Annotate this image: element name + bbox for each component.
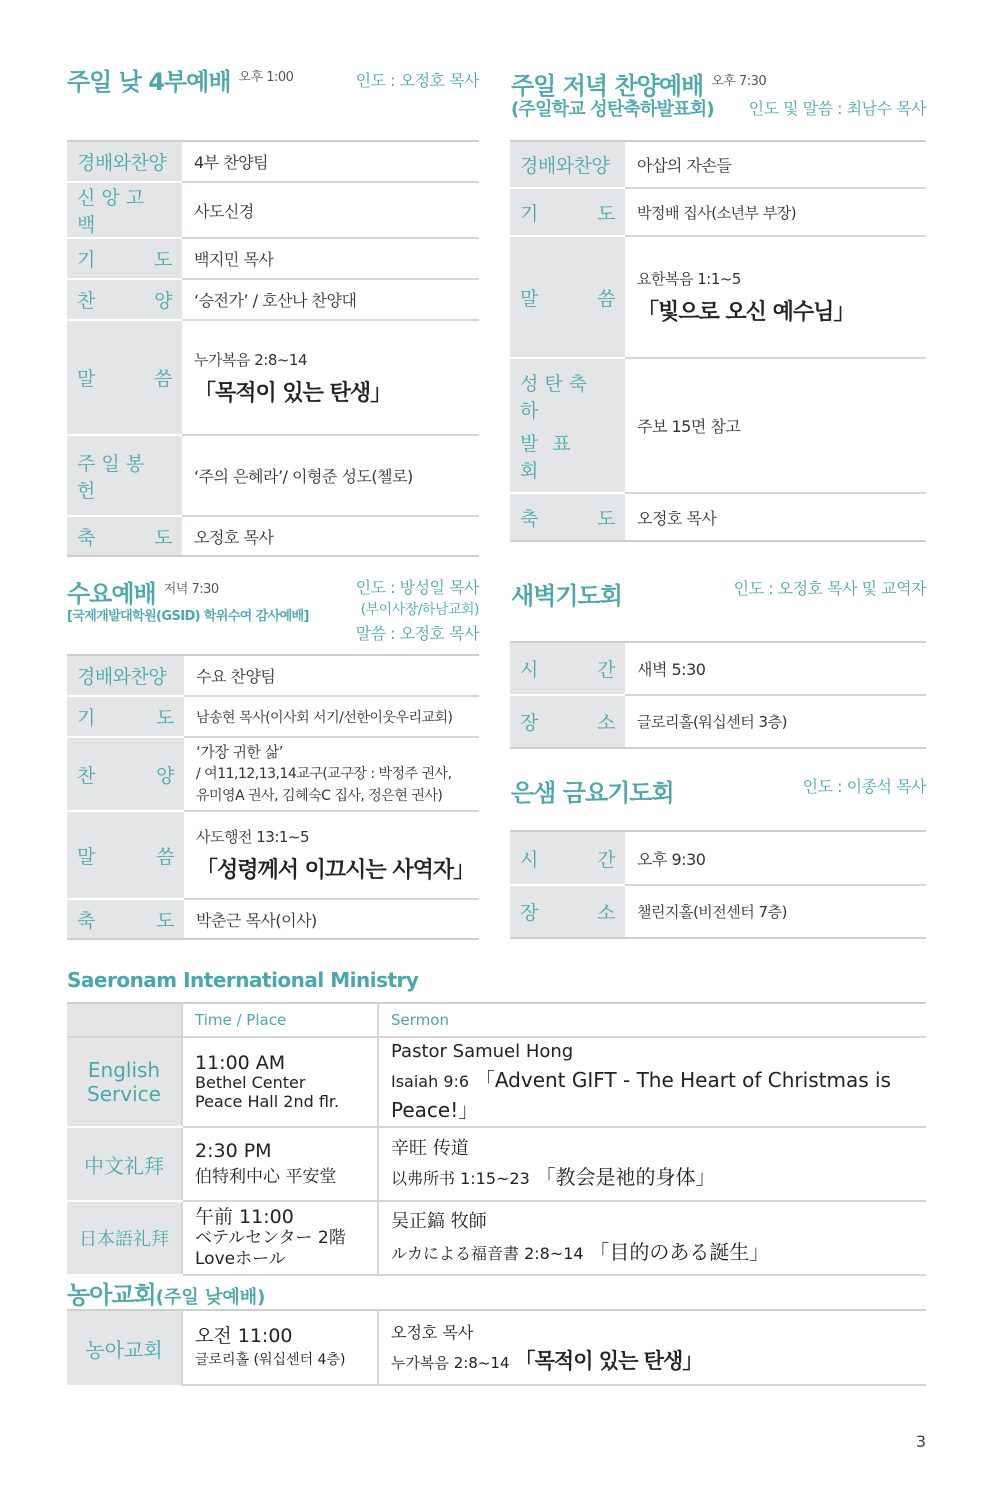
- intl-title: Saeronam International Ministry: [67, 968, 419, 992]
- row-label: 경배와찬양: [67, 141, 182, 182]
- row-value: 오정호 목사: [637, 508, 717, 528]
- sermon-info: 吴正鎬 牧師 ルカによる福音書 2:8~14 「目的のある誕生」: [378, 1201, 926, 1275]
- row-value: 박춘근 목사(이사): [196, 910, 317, 930]
- row-value: 새벽 5:30: [625, 642, 926, 695]
- row-label-text: 기 도: [520, 202, 615, 225]
- order-table-dawn: [510, 641, 926, 749]
- row-label: [510, 695, 625, 748]
- section-title-dawn: 새벽기도회: [511, 582, 622, 610]
- row-value: 백지민 목사: [182, 238, 479, 279]
- row-label-text: 시 간: [520, 848, 615, 871]
- row-value: 4부 찬양팀: [182, 141, 479, 182]
- time-place: 午前 11:00 ベテルセンター 2階 Loveホール: [182, 1201, 378, 1275]
- header-blank: [67, 1003, 182, 1037]
- sermon-cell: [625, 236, 926, 358]
- header-sermon: Sermon: [378, 1003, 926, 1037]
- section-subtitle: (주일학교 성탄축하발표회): [511, 99, 714, 120]
- row-label-text: 축 도: [520, 507, 615, 530]
- row-label: 주일봉헌: [67, 435, 182, 516]
- row-value: ‘가장 귀한 삶’ / 여11,12,13,14교구(교구장 : 박정주 권사, 유미영A 권사, 김혜숙C 집사, 정은현 권사): [184, 737, 479, 811]
- sermon-title: 「성령께서 이끄시는 사역자」: [196, 858, 475, 883]
- row-label: [67, 238, 182, 279]
- section-title-friday: 은샘 금요기도회: [511, 779, 674, 807]
- intl-header-row: [67, 1003, 926, 1037]
- intl-table: [67, 1002, 926, 1276]
- row-label: [510, 642, 625, 695]
- service-label: English Service: [67, 1037, 182, 1127]
- scripture-ref: 누가복음 2:8~14: [194, 350, 308, 369]
- section-leader: 인도 : 이종석 목사: [802, 777, 926, 796]
- section-leader: 인도 : 오정호 목사: [355, 71, 479, 90]
- service-label: 日本語礼拜: [67, 1201, 182, 1275]
- row-label: 성탄축하 발표회: [510, 358, 625, 493]
- row-label: [510, 831, 625, 885]
- section-leader: 인도 및 말씀 : 최남수 목사: [748, 99, 926, 118]
- row-value: 사도신경: [182, 182, 479, 238]
- row-label-text: 축 도: [77, 526, 172, 549]
- time-place: 2:30 PM 伯特利中心 平安堂: [182, 1127, 378, 1201]
- row-label: [510, 236, 625, 358]
- order-table-wednesday: [67, 654, 479, 940]
- row-value: 오정호 목사: [194, 527, 274, 547]
- section-wednesday: [67, 574, 219, 609]
- row-value: 수요 찬양팀: [184, 655, 479, 696]
- section-time: 저녁 7:30: [163, 582, 219, 597]
- row-label-text: 기 도: [77, 249, 172, 271]
- order-table-friday: [510, 830, 926, 939]
- service-label: 농아교회: [67, 1310, 182, 1385]
- row-label: [510, 885, 625, 938]
- row-label: [67, 811, 184, 899]
- row-label-text: 말 씀: [77, 845, 174, 868]
- scripture-ref: 사도행전 13:1~5: [196, 828, 310, 846]
- sermon-info: 오정호 목사 누가복음 2:8~14 「목적이 있는 탄생」: [378, 1310, 926, 1385]
- deaf-row: [67, 1310, 926, 1385]
- order-table-sunday-4th: [67, 140, 479, 557]
- row-label: [67, 320, 182, 435]
- row-label-text: 기 도: [77, 707, 174, 729]
- row-value: ‘주의 은혜라’/ 이형준 성도(첼로): [182, 435, 479, 516]
- page-number: 3: [915, 1432, 926, 1451]
- section-leader: 인도 : 방성일 목사 (부이사장/하남교회) 말씀 : 오정호 목사: [355, 578, 479, 643]
- intl-row-chinese: [67, 1127, 926, 1201]
- row-label: [510, 493, 625, 541]
- section-leader: 인도 : 오정호 목사 및 교역자: [733, 579, 926, 598]
- scripture-ref: 요한복음 1:1~5: [637, 270, 741, 288]
- section-title: 수요예배: [67, 580, 156, 608]
- row-label-text: 찬 양: [77, 290, 172, 312]
- row-value: 박정배 집사(소년부 부장): [625, 188, 926, 236]
- row-value: 글로리홀(워십센터 3층): [637, 713, 787, 731]
- row-value: 아삽의 자손들: [625, 141, 926, 188]
- deaf-table: [67, 1309, 926, 1386]
- row-label: 신앙고백: [67, 182, 182, 238]
- sermon-title: 「빛으로 오신 예수님」: [637, 300, 855, 325]
- service-label: 中文礼拜: [67, 1127, 182, 1201]
- section-title: 주일 낮 4부예배: [67, 68, 231, 96]
- row-value: ‘승전가’ / 호산나 찬양대: [182, 279, 479, 320]
- intl-row-english: [67, 1037, 926, 1127]
- row-value: 남송현 목사(이사회 서기/선한이웃우리교회): [184, 696, 479, 737]
- row-label: [67, 899, 184, 939]
- section-time: 오후 7:30: [711, 74, 767, 89]
- row-label-text: 시 간: [520, 659, 615, 681]
- row-label: [510, 188, 625, 236]
- section-time: 오후 1:00: [238, 70, 294, 85]
- time-place: 11:00 AM Bethel Center Peace Hall 2nd flr.: [182, 1037, 378, 1127]
- deaf-title: 농아교회(주일 낮예배): [67, 1281, 266, 1309]
- row-label: [67, 279, 182, 320]
- row-label: [67, 737, 184, 811]
- row-label: [67, 696, 184, 737]
- row-label-text: 장 소: [520, 712, 615, 734]
- sermon-title: 「목적이 있는 탄생」: [194, 380, 392, 406]
- time-place: 오전 11:00 글로리홀 (워십센터 4층): [182, 1310, 378, 1385]
- sermon-cell: [184, 811, 479, 899]
- row-label: 경배와찬양: [510, 141, 625, 188]
- row-label-text: 찬 양: [77, 764, 174, 787]
- header-time-place: Time / Place: [182, 1003, 378, 1037]
- row-label-text: 말 씀: [77, 368, 172, 390]
- row-label: 경배와찬양: [67, 655, 184, 696]
- row-value: 챌린지홀(비전센터 7층): [637, 903, 787, 921]
- section-subtitle: [국제개발대학원(GSID) 학위수여 감사예배]: [67, 609, 309, 624]
- order-table-sunday-evening: [510, 140, 926, 542]
- row-label-text: 장 소: [520, 902, 615, 924]
- sermon-info: 辛旺 传道 以弗所书 1:15~23 「教会是祂的身体」: [378, 1127, 926, 1201]
- section-title: 주일 저녁 찬양예배: [511, 72, 704, 100]
- row-label-text: 축 도: [77, 909, 174, 932]
- sermon-info: Pastor Samuel Hong Isaiah 9:6 「Advent GIFT - The Heart of Christmas is Peace!」: [378, 1037, 926, 1127]
- row-label: [67, 516, 182, 556]
- row-label-text: 말 씀: [520, 287, 615, 310]
- intl-row-japanese: [67, 1201, 926, 1275]
- sermon-cell: [182, 320, 479, 435]
- row-value: 주보 15면 참고: [625, 358, 926, 493]
- row-value: 오후 9:30: [625, 831, 926, 885]
